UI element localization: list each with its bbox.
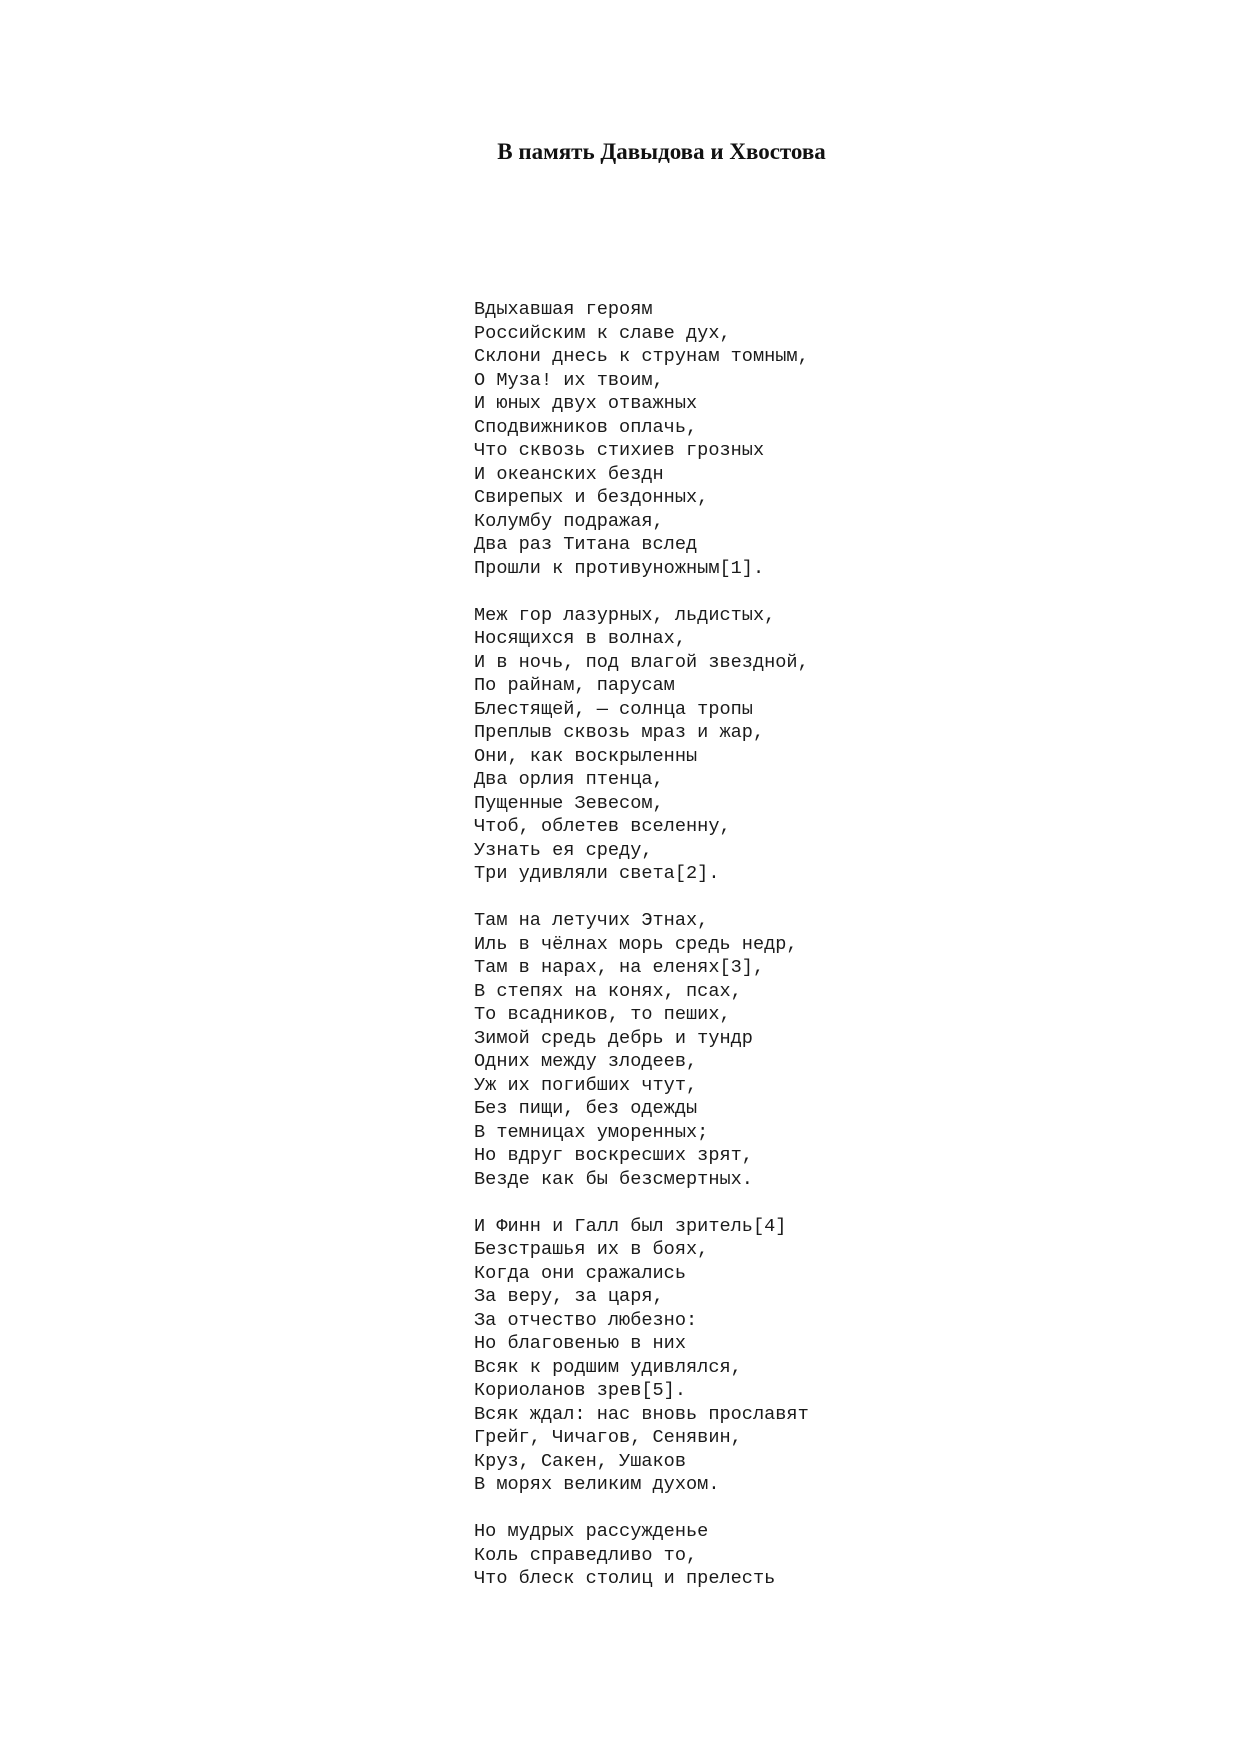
poem-line: По райнам, парусам [474,675,675,696]
poem-line: Но благовенью в них [474,1333,687,1354]
poem-title: В память Давыдова и Хвостова [497,139,826,164]
poem-line: За отчество любезно: [474,1309,698,1331]
poem-line: Сподвижников оплачь, [474,416,698,438]
poem-line: Иль в чёлнах морь средь недр, [474,933,798,955]
poem-line: И Финн и Галл был зритель[4] [474,1215,787,1237]
poem-line: Но вдруг воскресших зрят, [474,1145,753,1166]
poem-line: В степях на конях, псах, [474,980,742,1002]
poem-line: Узнать ея среду, [474,839,653,861]
poem-line: Что сквозь стихиев грозных [474,440,765,461]
poem-line: Свирепых и бездонных, [474,487,709,508]
poem-line: О Муза! их твоим, [474,369,664,391]
poem-line: Вдыхавшая героям [474,299,653,320]
poem-line: Преплыв сквозь мраз и жар, [474,722,765,743]
poem-line: Два орлия птенца, [474,769,664,790]
stanza [474,1520,809,1591]
poem-line: И океанских бездн [474,463,664,485]
poem-line: В темницах уморенных; [474,1121,709,1143]
poem-line: Везде как бы безсмертных. [474,1168,753,1190]
poem-line: Что блеск столиц и прелесть [474,1568,776,1589]
poem-line: За веру, за царя, [474,1286,664,1307]
poem-line: Уж их погибших чтут, [474,1074,698,1096]
poem-line: И в ночь, под влагой звездной, [474,651,809,673]
stanza [474,604,809,886]
poem-line: Без пищи, без одежды [474,1098,698,1119]
poem-line: Два раз Титана вслед [474,534,698,555]
stanza [474,909,809,1191]
poem-body [474,298,809,1614]
poem-line: Круз, Сакен, Ушаков [474,1450,687,1472]
poem-line: Коль справедливо то, [474,1544,698,1566]
poem-line: Колумбу подражая, [474,510,664,532]
poem-line: Они, как воскрыленны [474,745,698,767]
poem-line: Кориоланов зрев[5]. [474,1380,687,1401]
poem-line: Всяк к родшим удивлялся, [474,1356,742,1378]
poem-line: Меж гор лазурных, льдистых, [474,604,776,626]
poem-line: В морях великим духом. [474,1474,720,1495]
stanza [474,298,809,580]
poem-line: Три удивляли света[2]. [474,863,720,884]
poem-line: И юных двух отважных [474,393,698,414]
poem-line: Безстрашья их в боях, [474,1239,709,1260]
poem-line: Всяк ждал: нас вновь прославят [474,1403,809,1425]
poem-line: Российским к славе дух, [474,322,731,344]
stanza [474,1215,809,1497]
poem-line: Блестящей, — солнца тропы [474,698,753,720]
poem-line: Носящихся в волнах, [474,628,687,649]
poem-line: То всадников, то пеших, [474,1004,731,1025]
poem-line: Там на летучих Этнах, [474,910,709,931]
poem-line: Зимой средь дебрь и тундр [474,1027,753,1049]
poem-line: Грейг, Чичагов, Сенявин, [474,1427,742,1448]
poem-line: Одних между злодеев, [474,1051,698,1072]
poem-line: Прошли к противуножным[1]. [474,557,765,579]
poem-line: Склони днесь к струнам томным, [474,346,809,367]
poem-line: Когда они сражались [474,1262,687,1284]
poem-line: Но мудрых рассужденье [474,1521,709,1542]
poem-line: Там в нарах, на еленях[3], [474,957,765,978]
poem-line: Пущенные Зевесом, [474,792,664,814]
poem-line: Чтоб, облетев вселенну, [474,816,731,837]
